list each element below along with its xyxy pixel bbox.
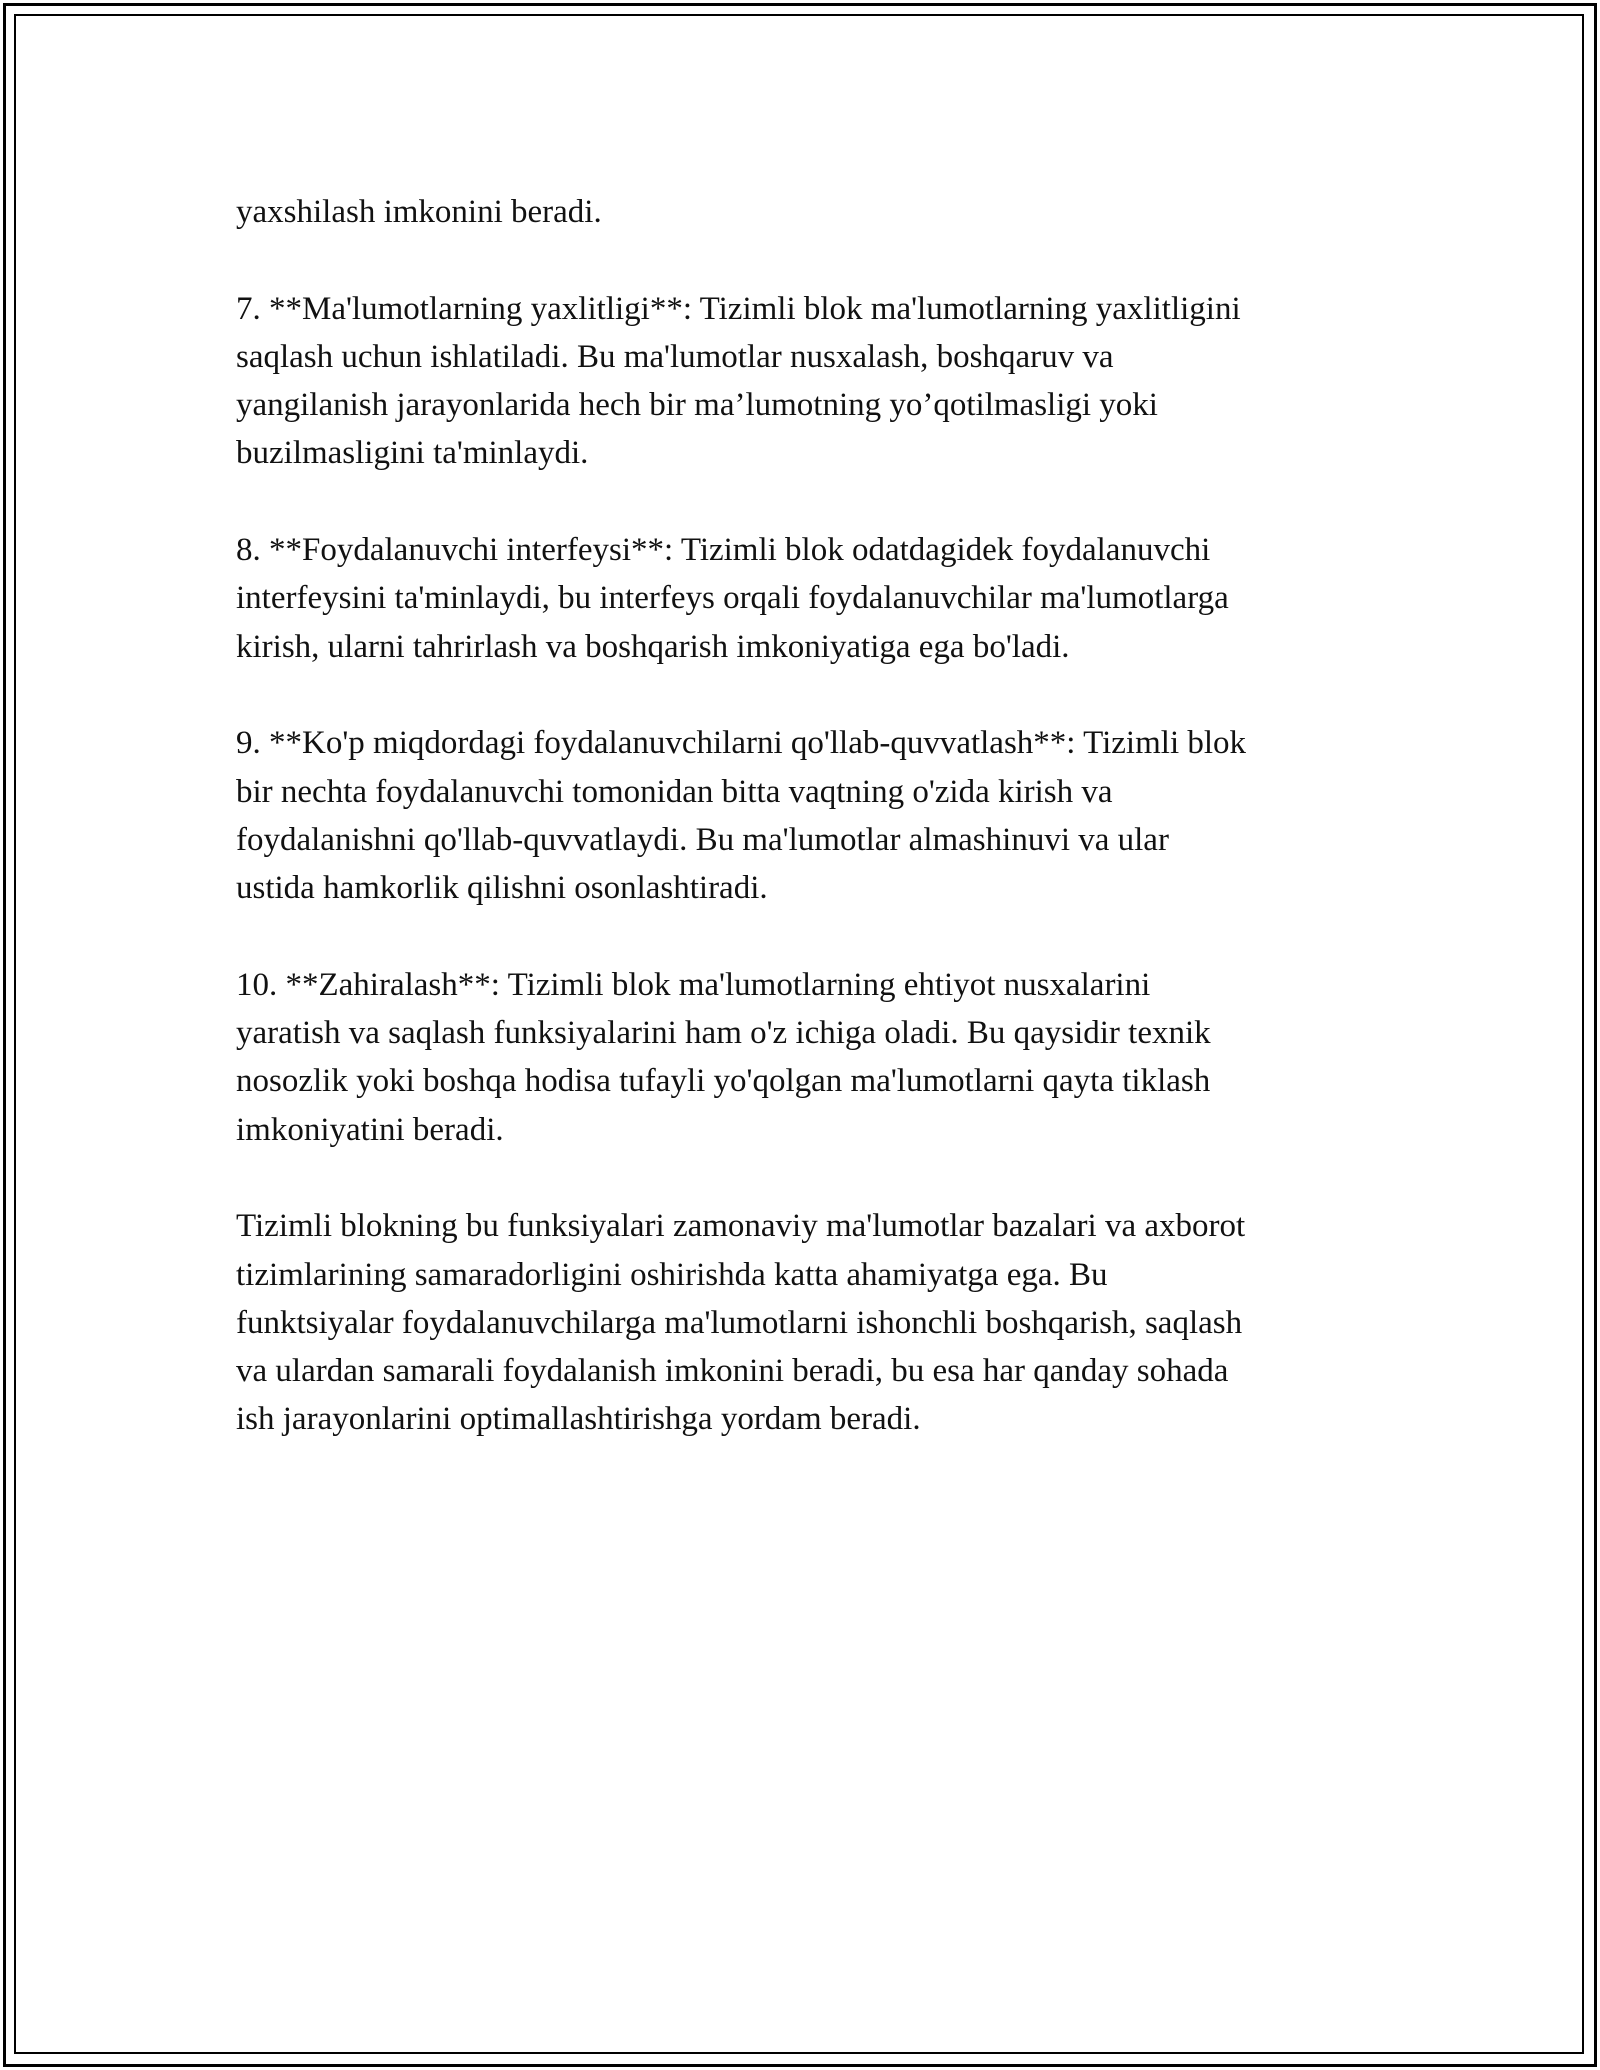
paragraph-continuation: yaxshilash imkonini beradi. — [236, 194, 602, 230]
list-item-7-data-integrity: 7. **Ma'lumotlarning yaxlitligi**: Tizimli blok ma'lumotlarning yaxlitligini saqlash uchun ishlatiladi. Bu ma'lumotlar nusxalash, boshqaruv va yangilanish jarayonlarida hech bir ma’lumotning yo’qotilmasligi yoki buzilmasligini ta'minlaydi. — [236, 290, 1241, 472]
conclusion-paragraph: Tizimli blokning bu funksiyalari zamonaviy ma'lumotlar bazalari va axborot tizimlarining samaradorligini oshirishda katta ahamiyatga ega. Bu funktsiyalar foydalanuvchilarga ma'lumotlarni ishonchli boshqarish, saqlash va ulardan samarali foydalanish imkonini beradi, bu esa har qanday sohada ish jarayonlarini optimallashtirishga yordam beradi. — [236, 1208, 1246, 1438]
document-body — [236, 188, 1376, 1492]
list-item-10-backup: 10. **Zahiralash**: Tizimli blok ma'lumotlarning ehtiyot nusxalarini yaratish va saqlash funksiyalarini ham o'z ichiga oladi. Bu qaysidir texnik nosozlik yoki boshqa hodisa tufayli yo'qolgan ma'lumotlarni qayta tiklash imkoniyatini beradi. — [236, 966, 1211, 1148]
list-item-9-multi-user-support: 9. **Ko'p miqdordagi foydalanuvchilarni qo'llab-quvvatlash**: Tizimli blok bir nechta foydalanuvchi tomonidan bitta vaqtning o'zida kirish va foydalanishni qo'llab-quvvatlaydi. Bu ma'lumotlar almashinuvi va ular ustida hamkorlik qilishni osonlashtiradi. — [236, 725, 1247, 907]
list-item-8-user-interface: 8. **Foydalanuvchi interfeysi**: Tizimli blok odatdagidek foydalanuvchi interfeysini ta'minlaydi, bu interfeys orqali foydalanuvchilar ma'lumotlarga kirish, ularni tahrirlash va boshqarish imkoniyatiga ega bo'ladi. — [236, 532, 1229, 665]
